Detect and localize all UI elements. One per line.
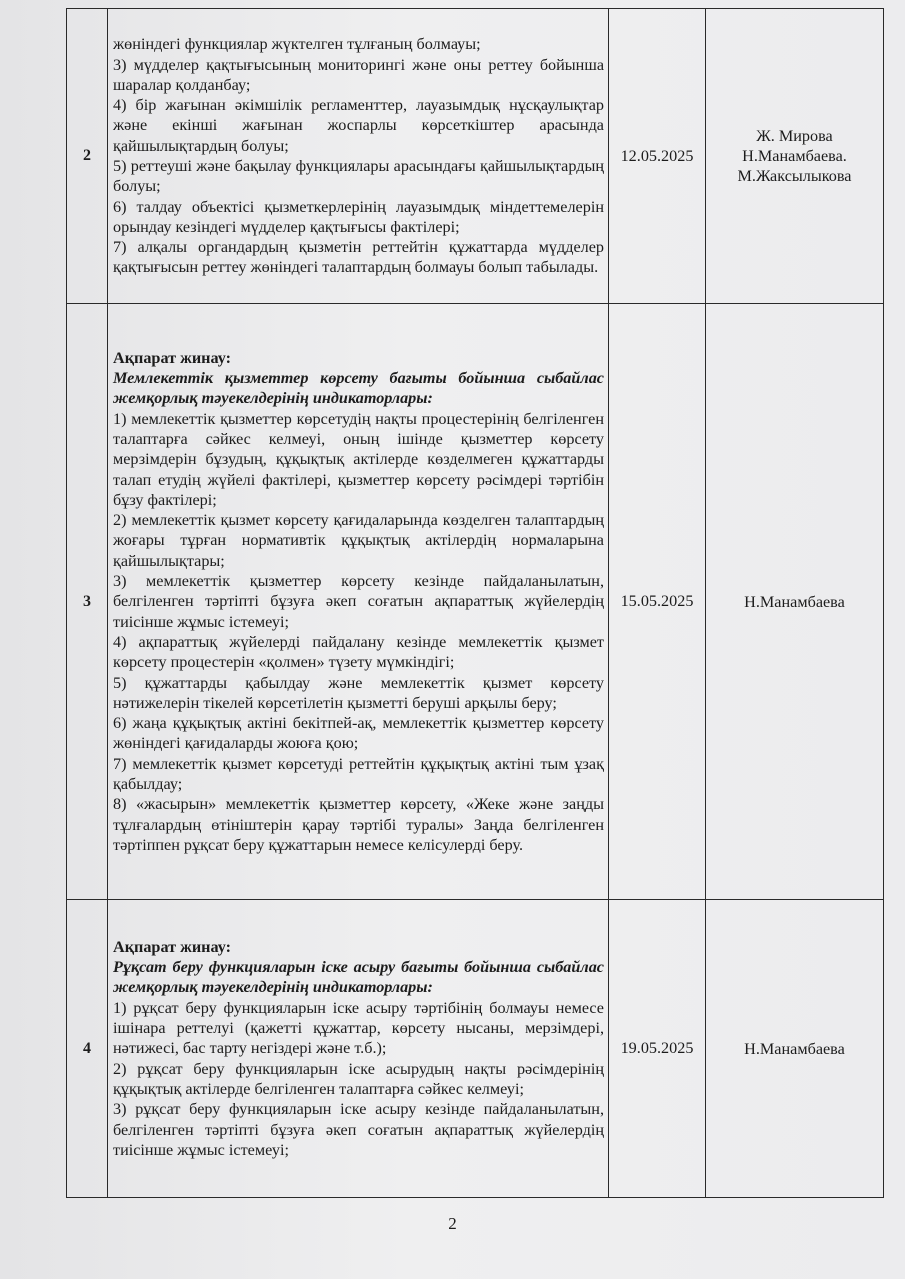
indicator-item: жөніндегі функциялар жүктелген тұлғаның болмауы; [113, 35, 481, 54]
responsible-name: Ж. Мирова [756, 127, 833, 145]
indicator-item: 3) мүдделер қақтығысының мониторингі және оны реттеу бойынша шаралар қолданбау; [113, 55, 604, 94]
indicator-item: 6) талдау объектісі қызметкерлерінің лауазымдық міндеттемелерін орындау кезіндегі мүдделер қақтығысы фактілері; [113, 197, 604, 236]
indicator-item: 6) жаңа құқықтық актіні бекітпей-ақ, мемлекеттік қызметтер көрсету жөніндегі қағидаларды жоюға қою; [113, 714, 604, 753]
indicator-item: 1) мемлекеттік қызметтер көрсетудің нақты процестерінің белгіленген талаптарға сәйкес келмеуі, оның ішінде қызметтер көрсету мерзімдерін бұзудың, құқықтық актілерде көзделмеген құжаттарды талап етудің жүйелі фактілері, қызметтер көрсету рәсімдері тәртібін бұзу фактілері; [113, 409, 604, 509]
row-number: 4 [67, 900, 108, 1198]
measure-description [108, 900, 609, 1198]
table-row [67, 900, 884, 1198]
indicator-item: 7) мемлекеттік қызмет көрсетуді реттейтін құқықтық актіні тым ұзақ қабылдау; [113, 754, 604, 794]
page-number: 2 [448, 1214, 457, 1233]
table-row [67, 9, 884, 304]
responsible-name: Н.Манамбаева. [742, 147, 847, 165]
measure-description [108, 304, 609, 900]
indicator-subheading: Рұқсат беру функцияларын іске асыру бағыты бойынша сыбайлас жемқорлық тәуекелдерінің индикаторлары: [113, 958, 604, 997]
responsible-persons [706, 304, 884, 900]
indicator-item: 3) рұқсат беру функцияларын іске асыру кезінде пайдаланылатын, белгіленген тәртіпті бұзуға әкеп соғатын ақпараттық жүйелердің тиісінше жұмыс істемеуі; [113, 1100, 604, 1159]
row-number: 2 [67, 9, 108, 304]
measure-heading: Ақпарат жинау: [113, 348, 232, 367]
due-date: 15.05.2025 [609, 304, 706, 900]
plan-table [66, 8, 884, 1198]
indicator-item: 4) бір жағынан әкімшілік регламенттер, лауазымдық нұсқаулықтар және екінші жағынан жоспарлы көрсеткіштер арасында қайшылықтардың болуы; [113, 96, 604, 155]
due-date: 19.05.2025 [609, 900, 706, 1198]
indicator-item: 7) алқалы органдардың қызметін реттейтін құжаттарда мүдделер қақтығысын реттеу жөніндегі талаптардың болмауы болып табылады. [113, 238, 604, 277]
indicator-item: 1) рұқсат беру функцияларын іске асыру тәртібінің болмауы немесе ішінара реттелуі (қажетті құжаттар, көрсету нысаны, мерзімдері, нәтижесі, бас тарту негіздері және т.б.); [113, 998, 604, 1058]
table-body [67, 9, 884, 1198]
due-date: 12.05.2025 [609, 9, 706, 304]
responsible-name: М.Жаксылыкова [737, 167, 852, 185]
indicator-item: 3) мемлекеттік қызметтер көрсету кезінде пайдаланылатын, белгіленген тәртіпті бұзуға әкеп соғатын ақпараттық жүйелердің тиісінше жұмыс істемеуі; [113, 572, 604, 631]
indicator-subheading: Мемлекеттік қызметтер көрсету бағыты бойынша сыбайлас жемқорлық тәуекелдерінің индикаторлары: [113, 369, 604, 408]
indicator-item: 5) құжаттарды қабылдау және мемлекеттік қызмет көрсету нәтижелерін тікелей көрсетілетін қызметті беруші арқылы беру; [113, 673, 604, 712]
row-number: 3 [67, 304, 108, 900]
measure-description [108, 9, 609, 304]
indicator-item: 4) ақпараттық жүйелерді пайдалану кезінде мемлекеттік қызмет көрсету процестерін «қолмен» түзету мүмкіндігі; [113, 632, 604, 672]
indicator-item: 8) «жасырын» мемлекеттік қызметтер көрсету, «Жеке және заңды тұлғалардың өтініштерін қарау тәртібі туралы» Заңда белгіленген тәртіппен рұқсат беру құжаттарын немесе келісулерді беру. [113, 795, 604, 854]
indicator-item: 5) реттеуші және бақылау функциялары арасындағы қайшылықтардың болуы; [113, 157, 604, 196]
responsible-persons [706, 900, 884, 1198]
responsible-persons [706, 9, 884, 304]
measure-heading: Ақпарат жинау: [113, 937, 232, 956]
indicator-item: 2) рұқсат беру функцияларын іске асырудың нақты рәсімдерінің құқықтық актілерде белгіленген талаптарға сәйкес келмеуі; [113, 1059, 604, 1098]
responsible-name: Н.Манамбаева [744, 592, 845, 611]
responsible-name: Н.Манамбаева [744, 1039, 845, 1058]
table-row [67, 304, 884, 900]
indicator-item: 2) мемлекеттік қызмет көрсету қағидаларында көзделген талаптардың жоғары тұрған нормативтік құқықтық актілердің нормаларына қайшылықтары; [113, 511, 604, 570]
